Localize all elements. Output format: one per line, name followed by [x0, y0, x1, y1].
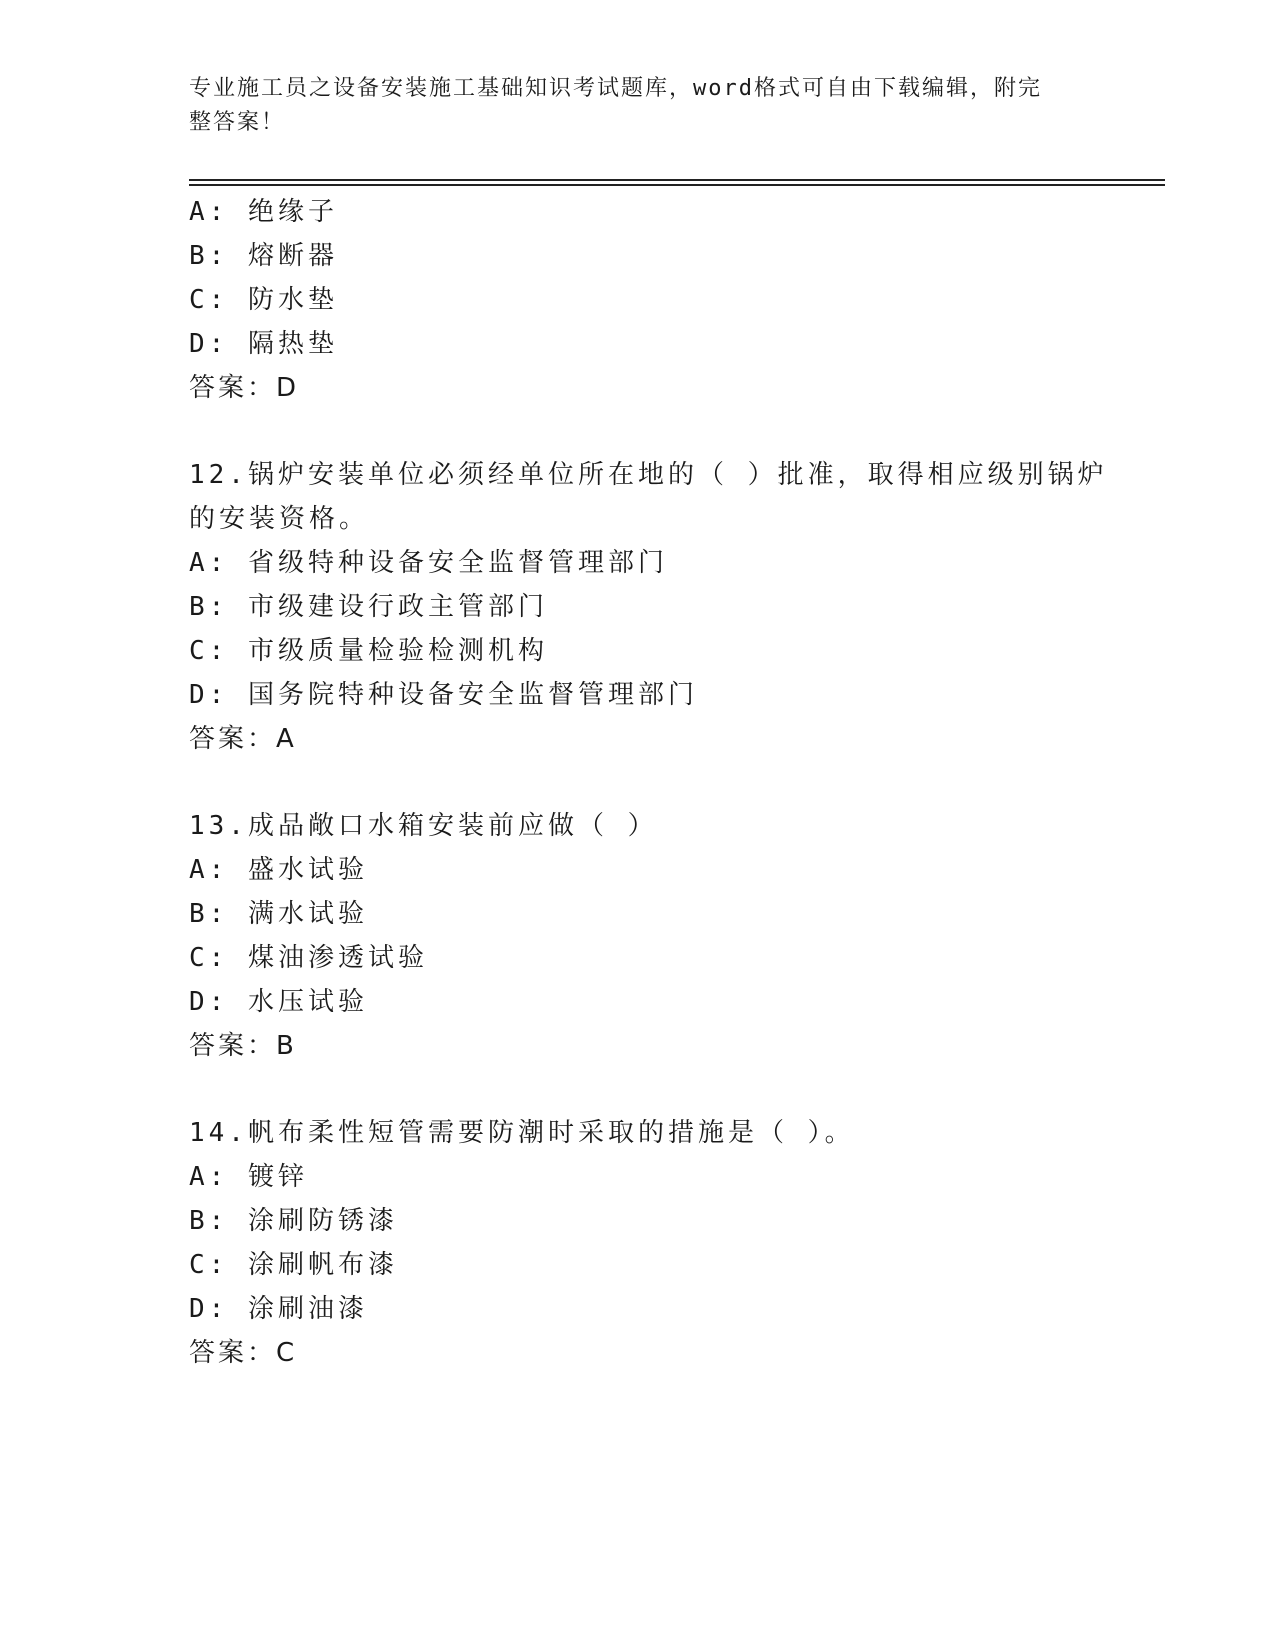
q11-option-d: D: 隔热垫: [189, 329, 338, 359]
q14-option-c: C: 涂刷帆布漆: [189, 1250, 398, 1280]
q13-option-b: B: 满水试验: [189, 899, 368, 929]
q12-option-c: C: 市级质量检验检测机构: [189, 636, 548, 666]
q13-option-c: C: 煤油渗透试验: [189, 943, 428, 973]
q14-stem: 14.帆布柔性短管需要防潮时采取的措施是（ ）。: [189, 1118, 855, 1148]
q11-option-c: C: 防水垫: [189, 285, 338, 315]
q11-answer: 答案：D: [189, 373, 300, 403]
q13-option-a: A: 盛水试验: [189, 855, 368, 885]
header-line-1: 专业施工员之设备安装施工基础知识考试题库，word格式可自由下载编辑，附完: [189, 76, 1042, 101]
q12-stem-line-2: 的安装资格。: [189, 504, 370, 534]
q14-option-a: A: 镀锌: [189, 1162, 308, 1192]
q14-option-b: B: 涂刷防锈漆: [189, 1206, 398, 1236]
q12-option-d: D: 国务院特种设备安全监督管理部门: [189, 680, 698, 710]
header-divider-bottom: [189, 184, 1165, 186]
q12-option-b: B: 市级建设行政主管部门: [189, 592, 548, 622]
q12-answer: 答案：A: [189, 724, 297, 754]
q12-option-a: A: 省级特种设备安全监督管理部门: [189, 548, 668, 578]
q11-option-a: A: 绝缘子: [189, 197, 338, 227]
header-line-2: 整答案！: [189, 110, 286, 135]
q13-answer: 答案：B: [189, 1031, 297, 1061]
q13-stem: 13.成品敞口水箱安装前应做（ ）: [189, 811, 658, 841]
q11-option-b: B: 熔断器: [189, 241, 338, 271]
header-divider-top: [189, 179, 1165, 181]
q13-option-d: D: 水压试验: [189, 987, 368, 1017]
q14-answer: 答案：C: [189, 1338, 298, 1368]
q12-stem-line-1: 12.锅炉安装单位必须经单位所在地的（ ）批准，取得相应级别锅炉: [189, 460, 1108, 490]
q14-option-d: D: 涂刷油漆: [189, 1294, 368, 1324]
document-header: [189, 72, 1079, 140]
